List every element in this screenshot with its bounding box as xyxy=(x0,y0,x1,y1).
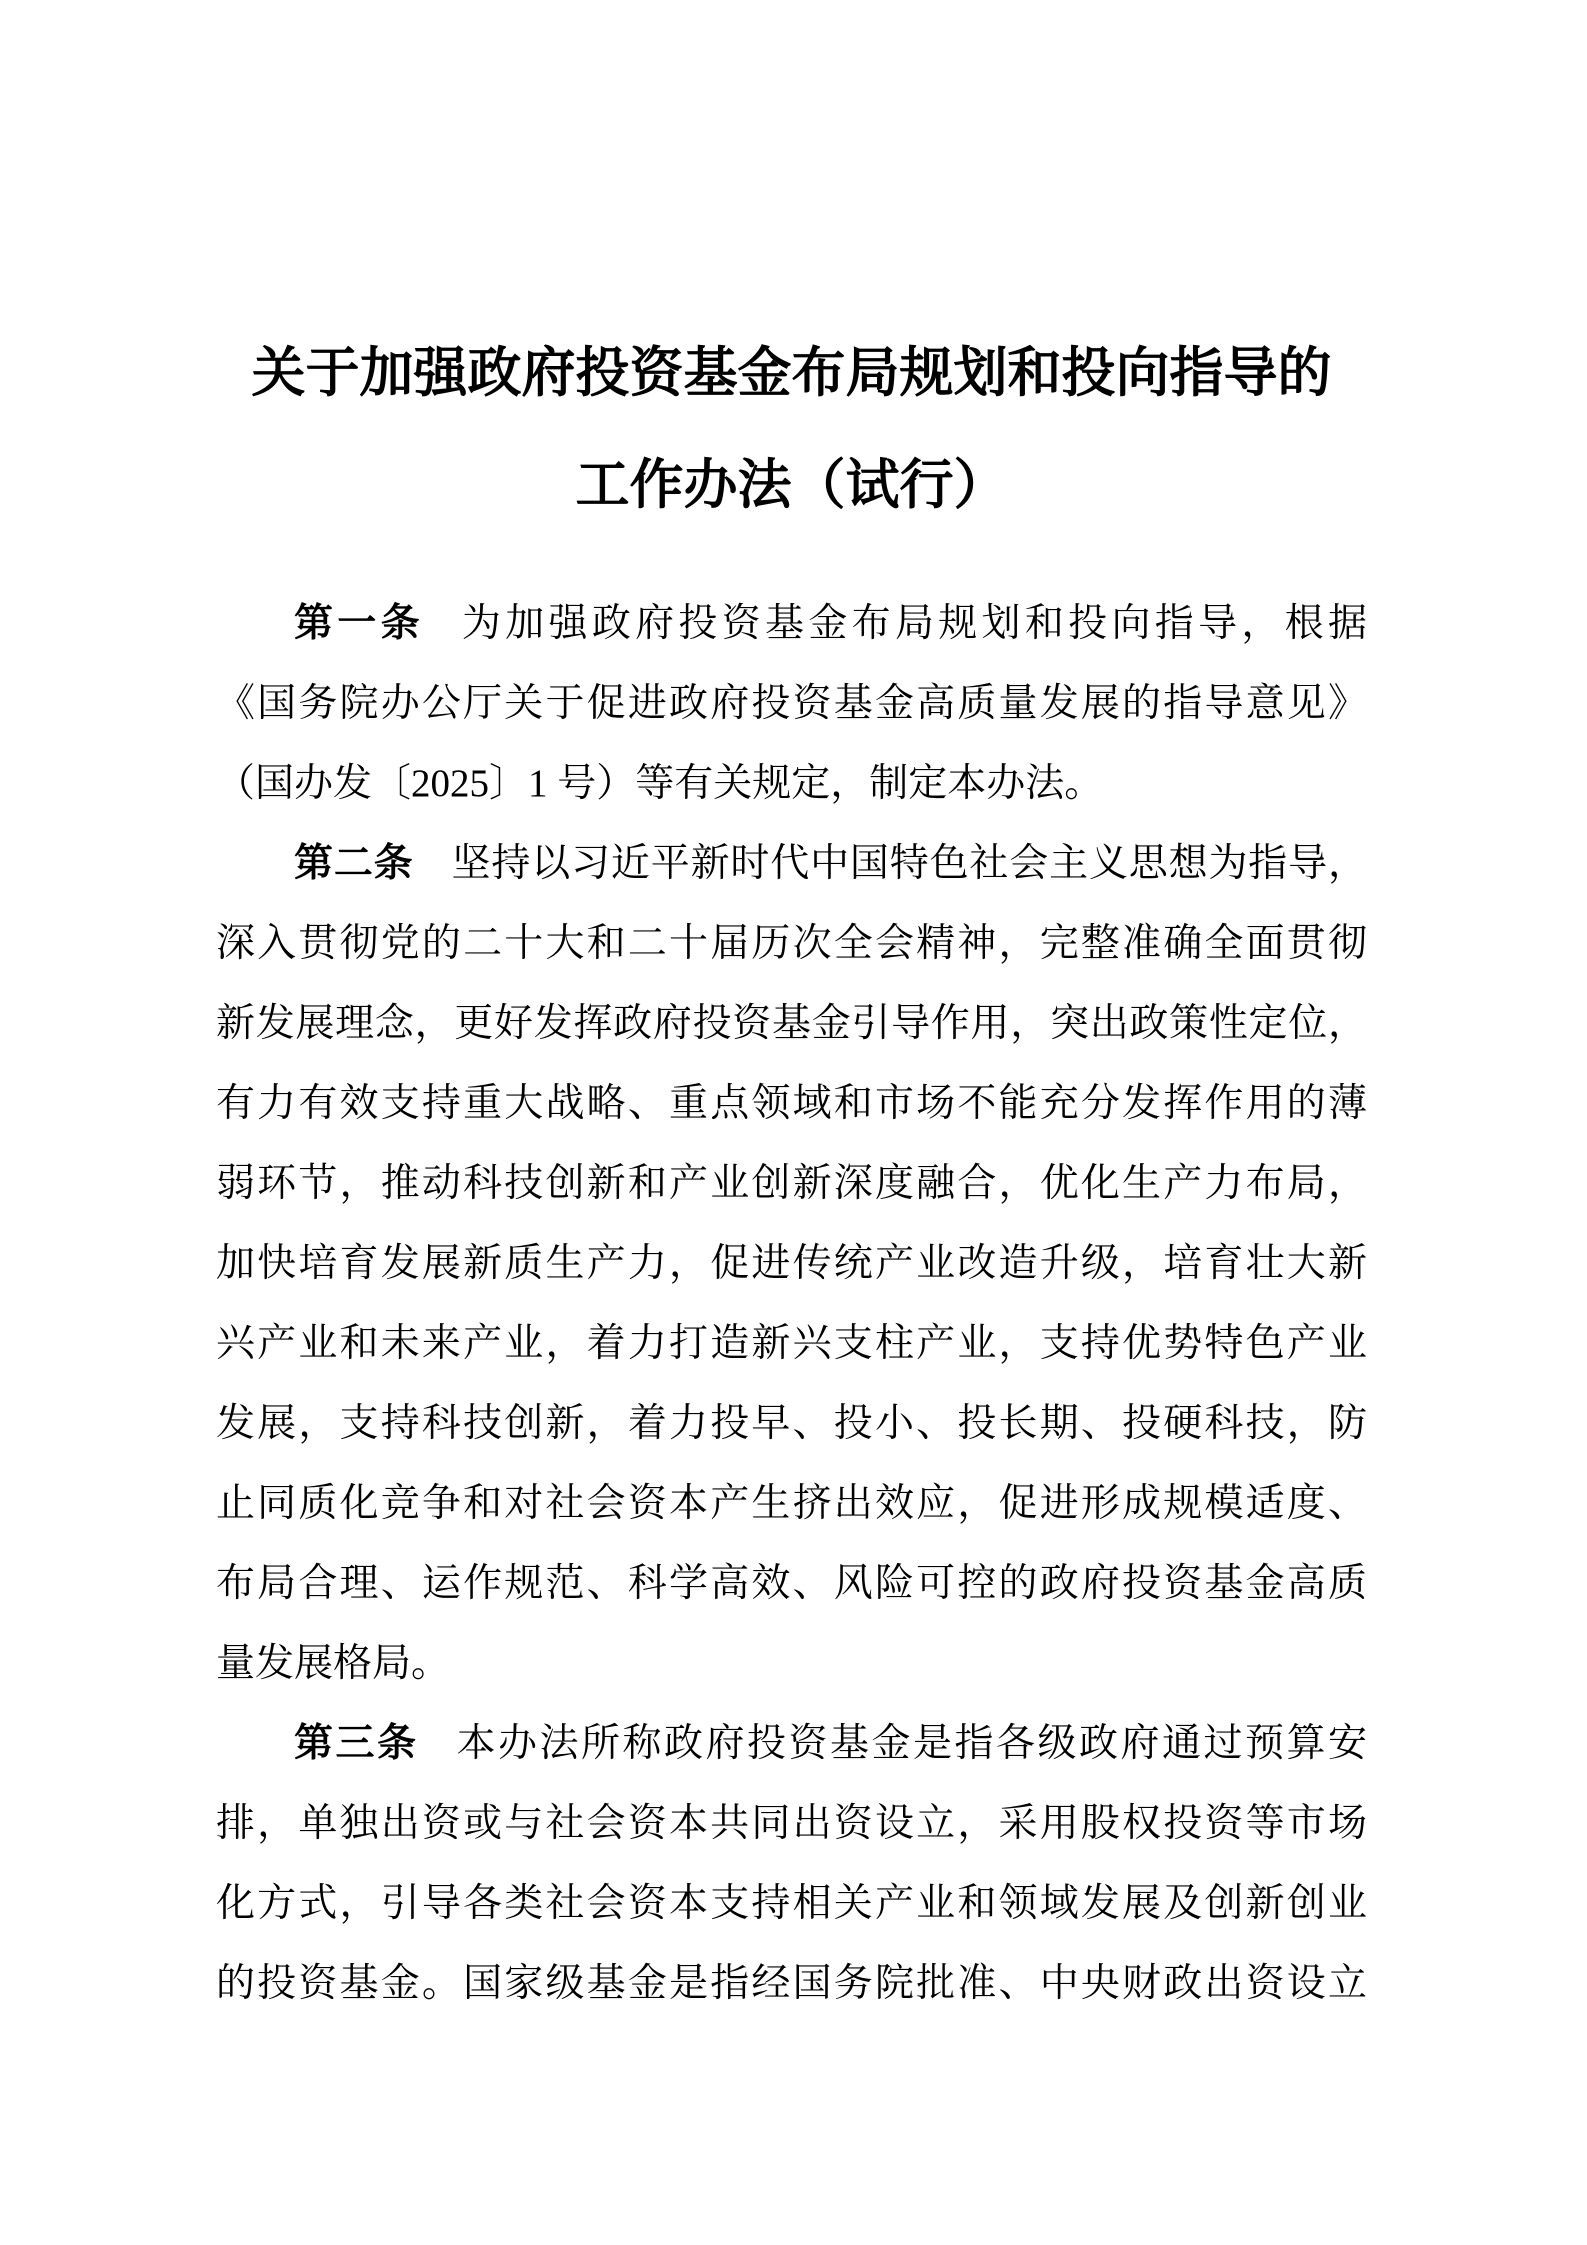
article-number-label: 第一条 xyxy=(294,602,424,645)
body-line: 有力有效支持重大战略、重点领域和市场不能充分发挥作用的薄 xyxy=(216,1082,1367,1125)
body-line: 发展，支持科技创新，着力投早、投小、投长期、投硬科技，防 xyxy=(216,1402,1367,1445)
document-title-line-1: 关于加强政府投资基金布局规划和投向指导的 xyxy=(251,343,1332,403)
body-line: 止同质化竞争和对社会资本产生挤出效应，促进形成规模适度、 xyxy=(216,1482,1367,1525)
article-number-label: 第三条 xyxy=(294,1722,419,1765)
body-line: 化方式，引导各类社会资本支持相关产业和领域发展及创新创业 xyxy=(216,1882,1367,1925)
body-line: （国办发〔2025〕1 号）等有关规定，制定本办法。 xyxy=(216,762,1104,805)
body-line: 第一条 为加强政府投资基金布局规划和投向指导，根据 xyxy=(294,602,1367,645)
body-line: 加快培育发展新质生产力，促进传统产业改造升级，培育壮大新 xyxy=(216,1242,1367,1285)
body-line: 排，单独出资或与社会资本共同出资设立，采用股权投资等市场 xyxy=(216,1802,1367,1845)
body-line: 布局合理、运作规范、科学高效、风险可控的政府投资基金高质 xyxy=(216,1562,1367,1605)
body-line: 深入贯彻党的二十大和二十届历次全会精神，完整准确全面贯彻 xyxy=(216,922,1367,965)
body-line: 的投资基金。国家级基金是指经国务院批准、中央财政出资设立 xyxy=(216,1962,1367,2005)
document-title xyxy=(216,317,1367,541)
body-line: 量发展格局。 xyxy=(216,1642,451,1685)
body-line: 《国务院办公厅关于促进政府投资基金高质量发展的指导意见》 xyxy=(216,682,1367,725)
body-line: 兴产业和未来产业，着力打造新兴支柱产业，支持优势特色产业 xyxy=(216,1322,1367,1365)
body-line: 新发展理念，更好发挥政府投资基金引导作用，突出政策性定位， xyxy=(216,1002,1367,1045)
document-title-line-2: 工作办法（试行） xyxy=(575,455,1008,515)
body-line: 弱环节，推动科技创新和产业创新深度融合，优化生产力布局， xyxy=(216,1162,1367,1205)
document-body xyxy=(216,584,1367,2024)
body-line: 第三条 本办法所称政府投资基金是指各级政府通过预算安 xyxy=(294,1722,1367,1765)
body-line: 第二条 坚持以习近平新时代中国特色社会主义思想为指导， xyxy=(294,842,1367,885)
article-number-label: 第二条 xyxy=(294,842,414,885)
